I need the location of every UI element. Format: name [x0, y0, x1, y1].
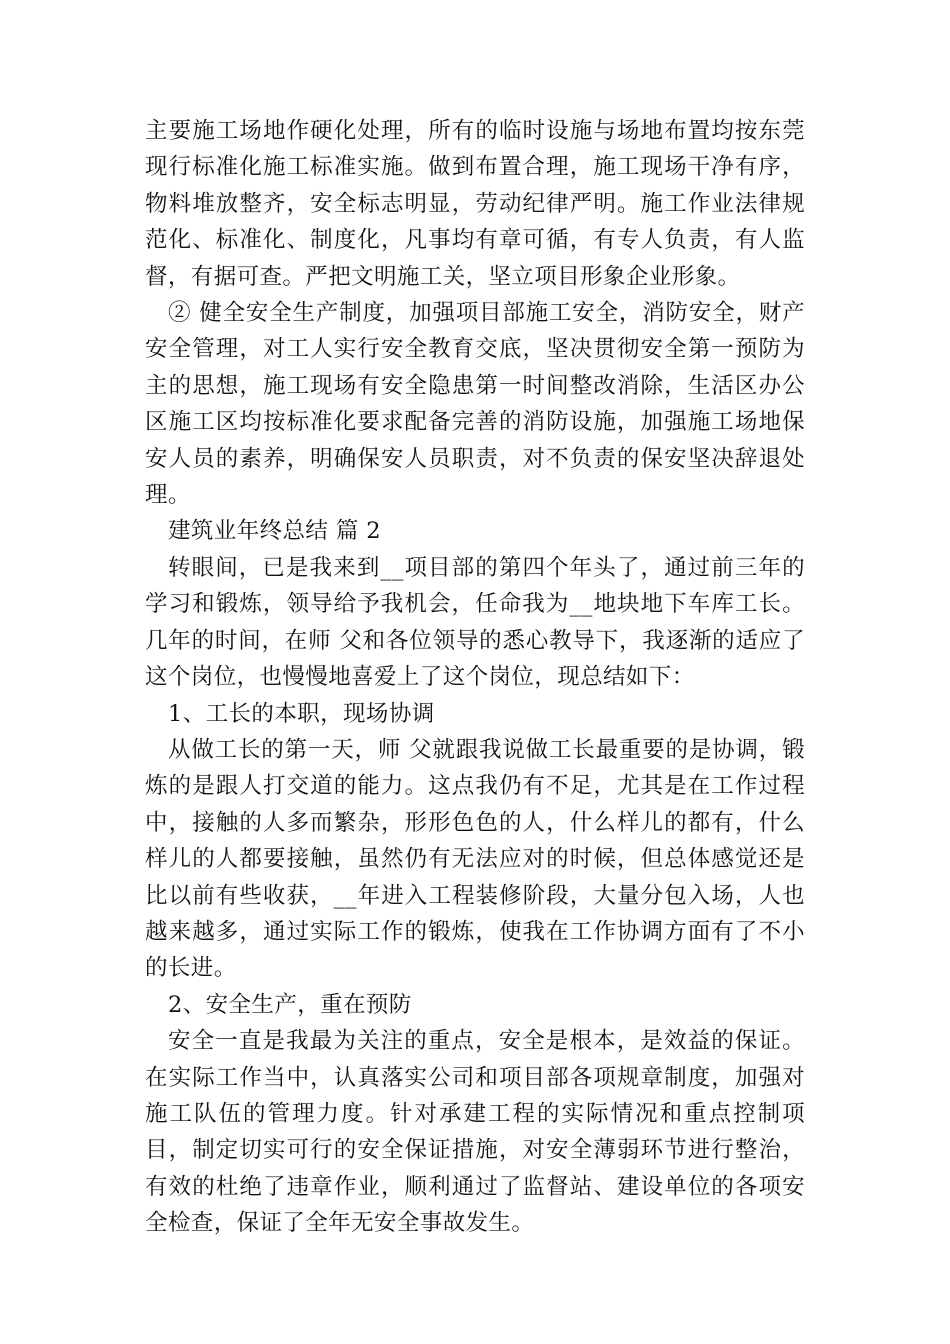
paragraph-coordination: 从做工长的第一天，师 父就跟我说做工长最重要的是协调，锻炼的是跟人打交道的能力。这点我仍有不足，尤其是在工作过程中，接触的人多而繁杂，形形色色的人，什么样儿的都有，什么样儿的人都要接触，虽然仍有无法应对的时候，但总体感觉还是比以前有些收获，__年进入工程装修阶段，大量分包入场，人也越来越多，通过实际工作的锻炼，使我在工作协调方面有了不小的长进。: [145, 736, 805, 982]
paragraph-safety-production: 安全一直是我最为关注的重点，安全是根本，是效益的保证。在实际工作当中，认真落实公司和项目部各项规章制度，加强对施工队伍的管理力度。针对承建工程的实际情况和重点控制项目，制定切实可行的安全保证措施，对安全薄弱环节进行整治，有效的杜绝了违章作业，顺利通过了监督站、建设单位的各项安全检查，保证了全年无安全事故发生。: [145, 1028, 805, 1237]
section-heading-part-2: 建筑业年终总结 篇 2: [168, 518, 382, 545]
paragraph-site-hardening: 主要施工场地作硬化处理，所有的临时设施与场地布置均按东莞现行标准化施工标准实施。做到布置合理，施工现场干净有序，物料堆放整齐，安全标志明显，劳动纪律严明。施工作业法律规范化、标准化、制度化，凡事均有章可循，有专人负责，有人监督，有据可查。严把文明施工关，坚立项目形象企业形象。: [145, 118, 805, 290]
subheading-safety-production: 2、安全生产，重在预防: [168, 991, 412, 1018]
paragraph-safety-system: ② 健全安全生产制度，加强项目部施工安全，消防安全，财产安全管理，对工人实行安全教育交底，坚决贯彻安全第一预防为主的思想，施工现场有安全隐患第一时间整改消除，生活区办公区施工区均按标准化要求配备完善的消防设施，加强施工场地保安人员的素养，明确保安人员职责，对不负责的保安坚决辞退处理。: [145, 300, 805, 509]
subheading-coordination: 1、工长的本职，现场协调: [168, 700, 435, 727]
paragraph-introduction: 转眼间，已是我来到__项目部的第四个年头了，通过前三年的学习和锻炼，领导给予我机会，任命我为__地块地下车库工长。几年的时间，在师 父和各位领导的悉心教导下，我逐渐的适应了这个岗位，也慢慢地喜爱上了这个岗位，现总结如下：: [145, 554, 805, 691]
